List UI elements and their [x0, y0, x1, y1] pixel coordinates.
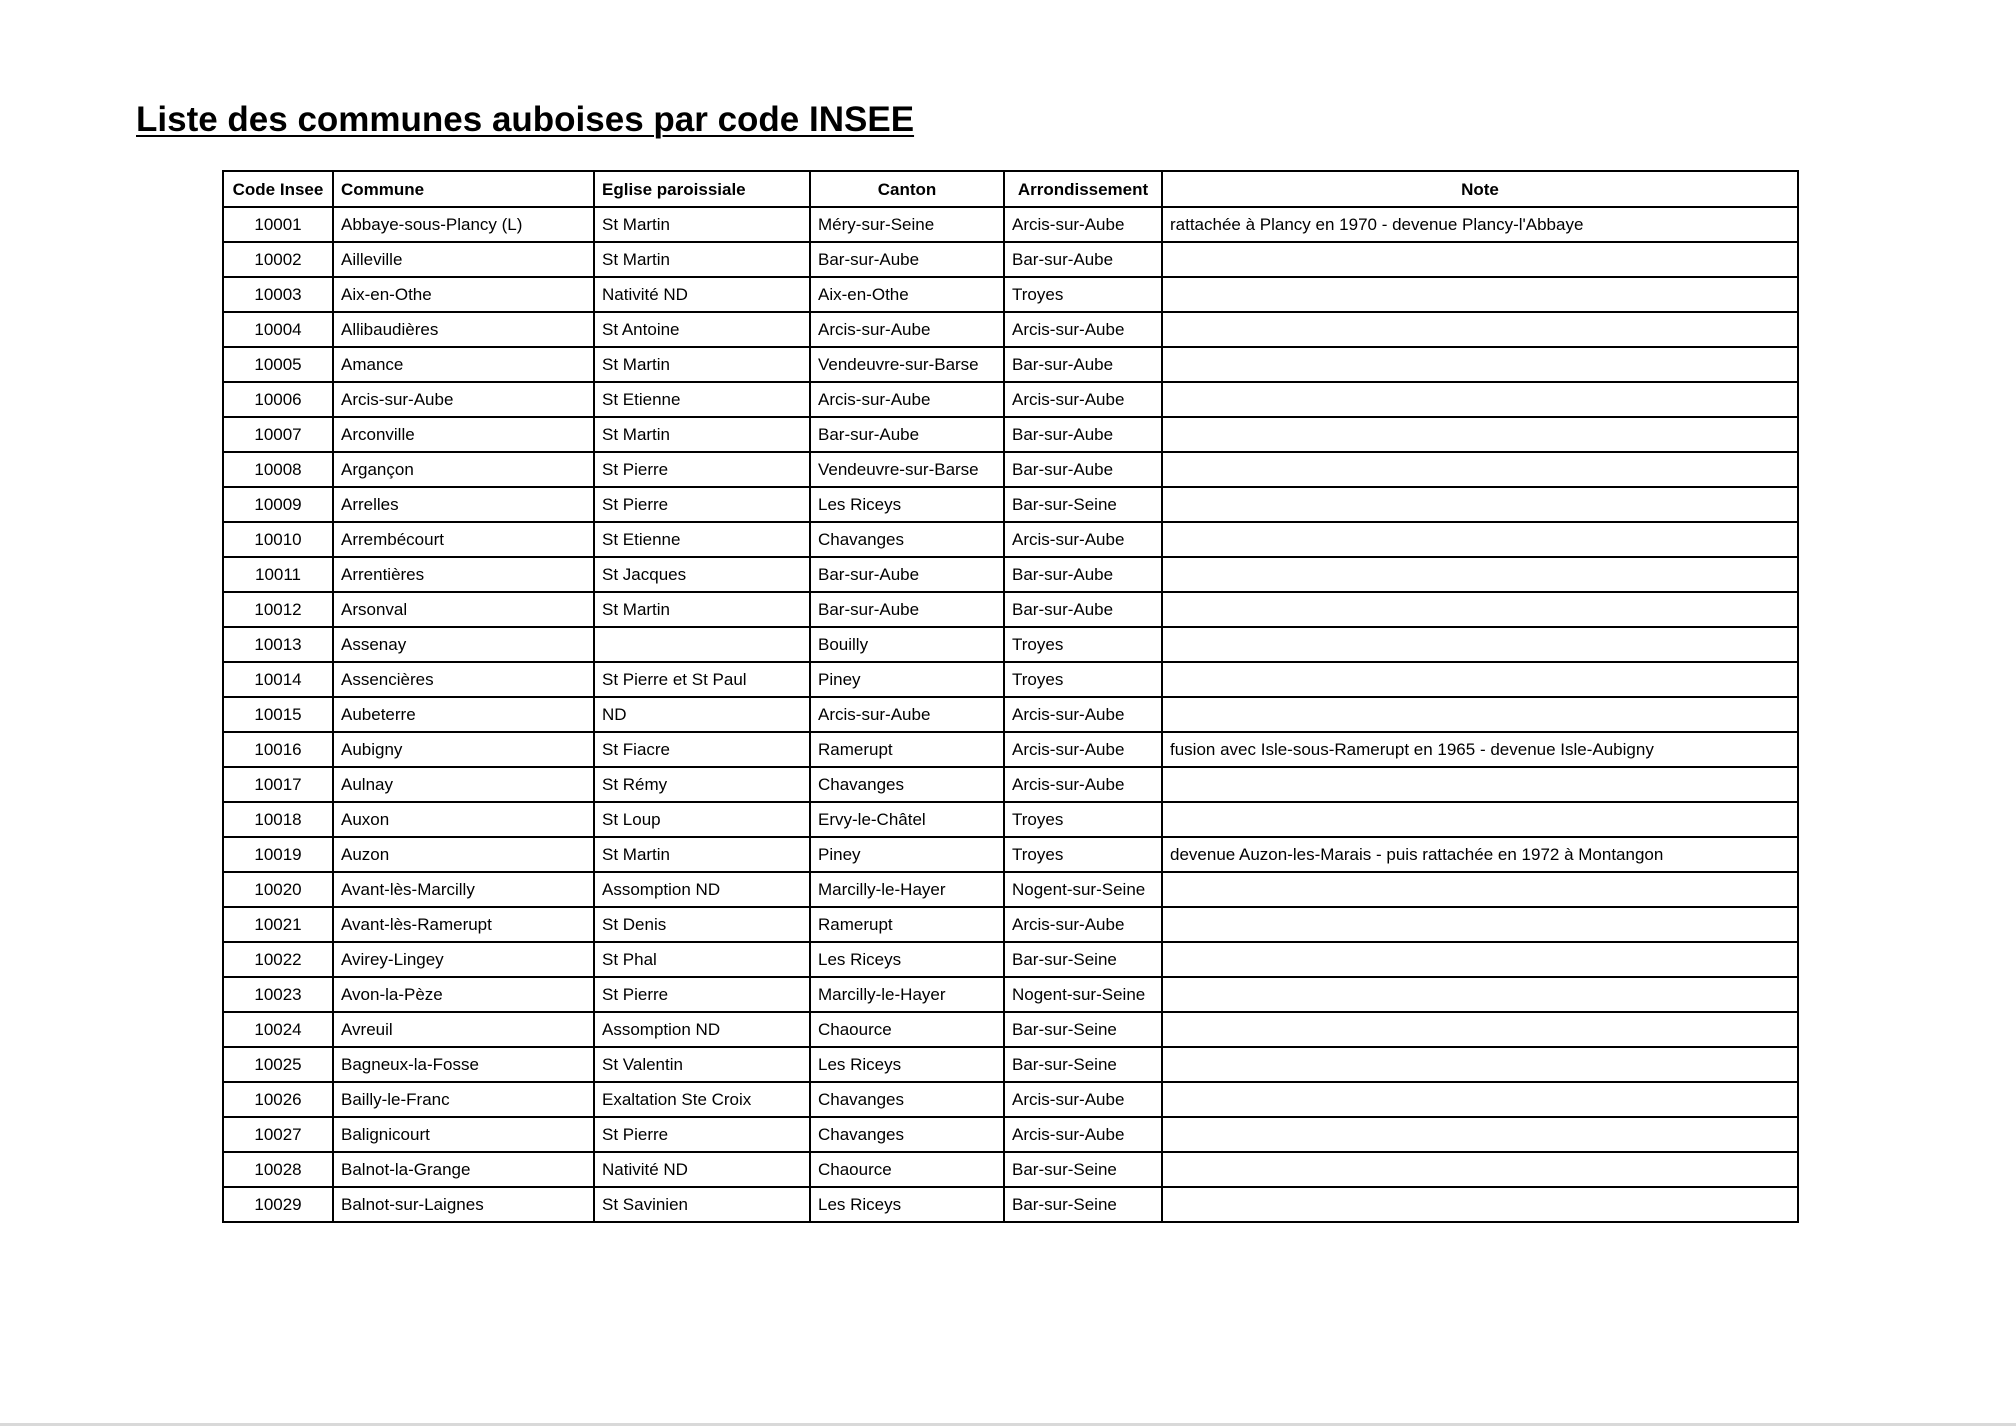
cell-eglise-paroissiale: St Loup: [594, 802, 810, 837]
cell-commune: Avreuil: [333, 1012, 594, 1047]
cell-arrondissement: Troyes: [1004, 662, 1162, 697]
cell-arrondissement: Nogent-sur-Seine: [1004, 872, 1162, 907]
cell-note: [1162, 1082, 1798, 1117]
cell-note: [1162, 1012, 1798, 1047]
cell-eglise-paroissiale: Nativité ND: [594, 1152, 810, 1187]
cell-note: rattachée à Plancy en 1970 - devenue Plancy-l'Abbaye: [1162, 207, 1798, 242]
cell-commune: Ailleville: [333, 242, 594, 277]
cell-canton: Arcis-sur-Aube: [810, 697, 1004, 732]
cell-eglise-paroissiale: St Phal: [594, 942, 810, 977]
cell-commune: Allibaudières: [333, 312, 594, 347]
cell-note: fusion avec Isle-sous-Ramerupt en 1965 - devenue Isle-Aubigny: [1162, 732, 1798, 767]
cell-canton: Les Riceys: [810, 1047, 1004, 1082]
cell-note: [1162, 1152, 1798, 1187]
cell-commune: Assenay: [333, 627, 594, 662]
cell-eglise-paroissiale: St Martin: [594, 837, 810, 872]
table-row: [223, 522, 1798, 557]
cell-arrondissement: Arcis-sur-Aube: [1004, 312, 1162, 347]
table-row: [223, 382, 1798, 417]
table-row: [223, 767, 1798, 802]
cell-arrondissement: Arcis-sur-Aube: [1004, 1117, 1162, 1152]
cell-code-insee: 10028: [223, 1152, 333, 1187]
table-row: [223, 697, 1798, 732]
cell-commune: Arsonval: [333, 592, 594, 627]
cell-canton: Chaource: [810, 1012, 1004, 1047]
cell-canton: Aix-en-Othe: [810, 277, 1004, 312]
cell-commune: Arrentières: [333, 557, 594, 592]
cell-note: [1162, 697, 1798, 732]
cell-arrondissement: Bar-sur-Seine: [1004, 1187, 1162, 1222]
table-row: [223, 207, 1798, 242]
cell-code-insee: 10022: [223, 942, 333, 977]
cell-code-insee: 10009: [223, 487, 333, 522]
cell-canton: Ramerupt: [810, 732, 1004, 767]
cell-commune: Auzon: [333, 837, 594, 872]
cell-note: [1162, 1047, 1798, 1082]
cell-arrondissement: Bar-sur-Seine: [1004, 1047, 1162, 1082]
cell-commune: Balnot-la-Grange: [333, 1152, 594, 1187]
cell-note: [1162, 312, 1798, 347]
cell-arrondissement: Nogent-sur-Seine: [1004, 977, 1162, 1012]
cell-canton: Marcilly-le-Hayer: [810, 977, 1004, 1012]
cell-commune: Avirey-Lingey: [333, 942, 594, 977]
cell-code-insee: 10015: [223, 697, 333, 732]
cell-eglise-paroissiale: St Pierre: [594, 452, 810, 487]
cell-code-insee: 10001: [223, 207, 333, 242]
cell-note: [1162, 802, 1798, 837]
header-commune: Commune: [333, 171, 594, 207]
cell-code-insee: 10005: [223, 347, 333, 382]
cell-code-insee: 10023: [223, 977, 333, 1012]
cell-arrondissement: Troyes: [1004, 277, 1162, 312]
cell-arrondissement: Arcis-sur-Aube: [1004, 1082, 1162, 1117]
cell-eglise-paroissiale: St Martin: [594, 347, 810, 382]
cell-canton: Vendeuvre-sur-Barse: [810, 452, 1004, 487]
cell-arrondissement: Troyes: [1004, 627, 1162, 662]
header-eglise-paroissiale: Eglise paroissiale: [594, 171, 810, 207]
cell-canton: Bar-sur-Aube: [810, 592, 1004, 627]
cell-code-insee: 10008: [223, 452, 333, 487]
cell-eglise-paroissiale: [594, 627, 810, 662]
cell-code-insee: 10013: [223, 627, 333, 662]
table-row: [223, 277, 1798, 312]
cell-commune: Bailly-le-Franc: [333, 1082, 594, 1117]
table-row: [223, 1047, 1798, 1082]
cell-note: [1162, 557, 1798, 592]
cell-eglise-paroissiale: St Jacques: [594, 557, 810, 592]
table-row: [223, 242, 1798, 277]
cell-commune: Amance: [333, 347, 594, 382]
cell-commune: Balnot-sur-Laignes: [333, 1187, 594, 1222]
cell-note: [1162, 417, 1798, 452]
cell-canton: Bar-sur-Aube: [810, 557, 1004, 592]
table-row: [223, 1082, 1798, 1117]
cell-canton: Les Riceys: [810, 1187, 1004, 1222]
cell-arrondissement: Bar-sur-Seine: [1004, 487, 1162, 522]
cell-note: [1162, 977, 1798, 1012]
cell-commune: Avon-la-Pèze: [333, 977, 594, 1012]
cell-arrondissement: Bar-sur-Aube: [1004, 557, 1162, 592]
cell-eglise-paroissiale: St Martin: [594, 592, 810, 627]
cell-arrondissement: Arcis-sur-Aube: [1004, 767, 1162, 802]
cell-arrondissement: Arcis-sur-Aube: [1004, 697, 1162, 732]
cell-arrondissement: Bar-sur-Aube: [1004, 592, 1162, 627]
cell-code-insee: 10027: [223, 1117, 333, 1152]
cell-canton: Bouilly: [810, 627, 1004, 662]
cell-note: [1162, 662, 1798, 697]
cell-commune: Arrembécourt: [333, 522, 594, 557]
cell-code-insee: 10014: [223, 662, 333, 697]
table-row: [223, 1117, 1798, 1152]
table-row: [223, 627, 1798, 662]
cell-eglise-paroissiale: St Fiacre: [594, 732, 810, 767]
header-canton: Canton: [810, 171, 1004, 207]
cell-eglise-paroissiale: St Martin: [594, 242, 810, 277]
table-row: [223, 872, 1798, 907]
cell-commune: Assencières: [333, 662, 594, 697]
communes-table: [222, 170, 1799, 1223]
cell-code-insee: 10003: [223, 277, 333, 312]
cell-note: [1162, 382, 1798, 417]
table-row: [223, 662, 1798, 697]
cell-code-insee: 10004: [223, 312, 333, 347]
table-row: [223, 1187, 1798, 1222]
cell-commune: Aubigny: [333, 732, 594, 767]
table-row: [223, 452, 1798, 487]
cell-commune: Aubeterre: [333, 697, 594, 732]
cell-note: [1162, 1117, 1798, 1152]
cell-code-insee: 10021: [223, 907, 333, 942]
table-row: [223, 592, 1798, 627]
cell-eglise-paroissiale: Exaltation Ste Croix: [594, 1082, 810, 1117]
cell-eglise-paroissiale: St Rémy: [594, 767, 810, 802]
cell-eglise-paroissiale: St Antoine: [594, 312, 810, 347]
cell-code-insee: 10016: [223, 732, 333, 767]
cell-commune: Aix-en-Othe: [333, 277, 594, 312]
cell-canton: Chavanges: [810, 767, 1004, 802]
cell-eglise-paroissiale: Assomption ND: [594, 872, 810, 907]
cell-canton: Arcis-sur-Aube: [810, 382, 1004, 417]
cell-arrondissement: Bar-sur-Aube: [1004, 417, 1162, 452]
cell-eglise-paroissiale: St Pierre: [594, 1117, 810, 1152]
cell-eglise-paroissiale: St Valentin: [594, 1047, 810, 1082]
cell-note: [1162, 242, 1798, 277]
cell-arrondissement: Arcis-sur-Aube: [1004, 382, 1162, 417]
cell-eglise-paroissiale: Nativité ND: [594, 277, 810, 312]
table-row: [223, 802, 1798, 837]
cell-note: [1162, 907, 1798, 942]
cell-canton: Chaource: [810, 1152, 1004, 1187]
cell-note: [1162, 522, 1798, 557]
cell-eglise-paroissiale: St Savinien: [594, 1187, 810, 1222]
cell-canton: Méry-sur-Seine: [810, 207, 1004, 242]
cell-code-insee: 10007: [223, 417, 333, 452]
cell-note: [1162, 872, 1798, 907]
table-row: [223, 732, 1798, 767]
cell-arrondissement: Bar-sur-Seine: [1004, 1012, 1162, 1047]
cell-eglise-paroissiale: St Etienne: [594, 382, 810, 417]
cell-code-insee: 10012: [223, 592, 333, 627]
cell-arrondissement: Bar-sur-Seine: [1004, 1152, 1162, 1187]
table-row: [223, 977, 1798, 1012]
cell-canton: Chavanges: [810, 522, 1004, 557]
cell-arrondissement: Arcis-sur-Aube: [1004, 907, 1162, 942]
table-row: [223, 942, 1798, 977]
cell-arrondissement: Arcis-sur-Aube: [1004, 207, 1162, 242]
cell-canton: Bar-sur-Aube: [810, 417, 1004, 452]
header-note: Note: [1162, 171, 1798, 207]
cell-commune: Auxon: [333, 802, 594, 837]
cell-canton: Chavanges: [810, 1117, 1004, 1152]
cell-note: [1162, 767, 1798, 802]
cell-canton: Les Riceys: [810, 487, 1004, 522]
cell-code-insee: 10026: [223, 1082, 333, 1117]
cell-canton: Chavanges: [810, 1082, 1004, 1117]
cell-note: [1162, 452, 1798, 487]
cell-eglise-paroissiale: St Etienne: [594, 522, 810, 557]
cell-canton: Ervy-le-Châtel: [810, 802, 1004, 837]
table-body: [223, 207, 1798, 1222]
cell-code-insee: 10010: [223, 522, 333, 557]
cell-canton: Marcilly-le-Hayer: [810, 872, 1004, 907]
cell-eglise-paroissiale: St Pierre et St Paul: [594, 662, 810, 697]
cell-arrondissement: Troyes: [1004, 837, 1162, 872]
cell-code-insee: 10019: [223, 837, 333, 872]
cell-commune: Arconville: [333, 417, 594, 452]
cell-commune: Arcis-sur-Aube: [333, 382, 594, 417]
table-row: [223, 837, 1798, 872]
cell-code-insee: 10018: [223, 802, 333, 837]
cell-note: [1162, 942, 1798, 977]
cell-note: devenue Auzon-les-Marais - puis rattachée en 1972 à Montangon: [1162, 837, 1798, 872]
cell-note: [1162, 277, 1798, 312]
cell-code-insee: 10024: [223, 1012, 333, 1047]
cell-arrondissement: Bar-sur-Aube: [1004, 347, 1162, 382]
cell-code-insee: 10025: [223, 1047, 333, 1082]
header-arrondissement: Arrondissement: [1004, 171, 1162, 207]
cell-eglise-paroissiale: Assomption ND: [594, 1012, 810, 1047]
cell-canton: Bar-sur-Aube: [810, 242, 1004, 277]
table-row: [223, 907, 1798, 942]
cell-commune: Balignicourt: [333, 1117, 594, 1152]
cell-arrondissement: Bar-sur-Seine: [1004, 942, 1162, 977]
cell-note: [1162, 347, 1798, 382]
cell-canton: Piney: [810, 837, 1004, 872]
page-title: Liste des communes auboises par code INSEE: [136, 100, 915, 139]
cell-canton: Arcis-sur-Aube: [810, 312, 1004, 347]
cell-commune: Avant-lès-Ramerupt: [333, 907, 594, 942]
communes-table-container: [222, 170, 1799, 1223]
cell-canton: Ramerupt: [810, 907, 1004, 942]
cell-code-insee: 10029: [223, 1187, 333, 1222]
cell-eglise-paroissiale: St Martin: [594, 207, 810, 242]
cell-note: [1162, 592, 1798, 627]
cell-arrondissement: Bar-sur-Aube: [1004, 452, 1162, 487]
cell-code-insee: 10006: [223, 382, 333, 417]
cell-note: [1162, 487, 1798, 522]
cell-commune: Aulnay: [333, 767, 594, 802]
cell-arrondissement: Troyes: [1004, 802, 1162, 837]
cell-code-insee: 10011: [223, 557, 333, 592]
header-row: [223, 171, 1798, 207]
cell-canton: Piney: [810, 662, 1004, 697]
cell-eglise-paroissiale: St Denis: [594, 907, 810, 942]
cell-commune: Avant-lès-Marcilly: [333, 872, 594, 907]
table-row: [223, 557, 1798, 592]
table-row: [223, 417, 1798, 452]
cell-arrondissement: Arcis-sur-Aube: [1004, 522, 1162, 557]
table-header: [223, 171, 1798, 207]
table-row: [223, 347, 1798, 382]
cell-arrondissement: Bar-sur-Aube: [1004, 242, 1162, 277]
cell-eglise-paroissiale: St Martin: [594, 417, 810, 452]
cell-eglise-paroissiale: St Pierre: [594, 487, 810, 522]
cell-canton: Les Riceys: [810, 942, 1004, 977]
cell-eglise-paroissiale: ND: [594, 697, 810, 732]
cell-note: [1162, 627, 1798, 662]
cell-eglise-paroissiale: St Pierre: [594, 977, 810, 1012]
header-code-insee: Code Insee: [223, 171, 333, 207]
cell-arrondissement: Arcis-sur-Aube: [1004, 732, 1162, 767]
cell-code-insee: 10020: [223, 872, 333, 907]
cell-canton: Vendeuvre-sur-Barse: [810, 347, 1004, 382]
cell-note: [1162, 1187, 1798, 1222]
table-row: [223, 1012, 1798, 1047]
cell-code-insee: 10002: [223, 242, 333, 277]
cell-commune: Abbaye-sous-Plancy (L): [333, 207, 594, 242]
cell-commune: Arrelles: [333, 487, 594, 522]
table-row: [223, 1152, 1798, 1187]
cell-commune: Bagneux-la-Fosse: [333, 1047, 594, 1082]
cell-commune: Argançon: [333, 452, 594, 487]
cell-code-insee: 10017: [223, 767, 333, 802]
table-row: [223, 487, 1798, 522]
table-row: [223, 312, 1798, 347]
